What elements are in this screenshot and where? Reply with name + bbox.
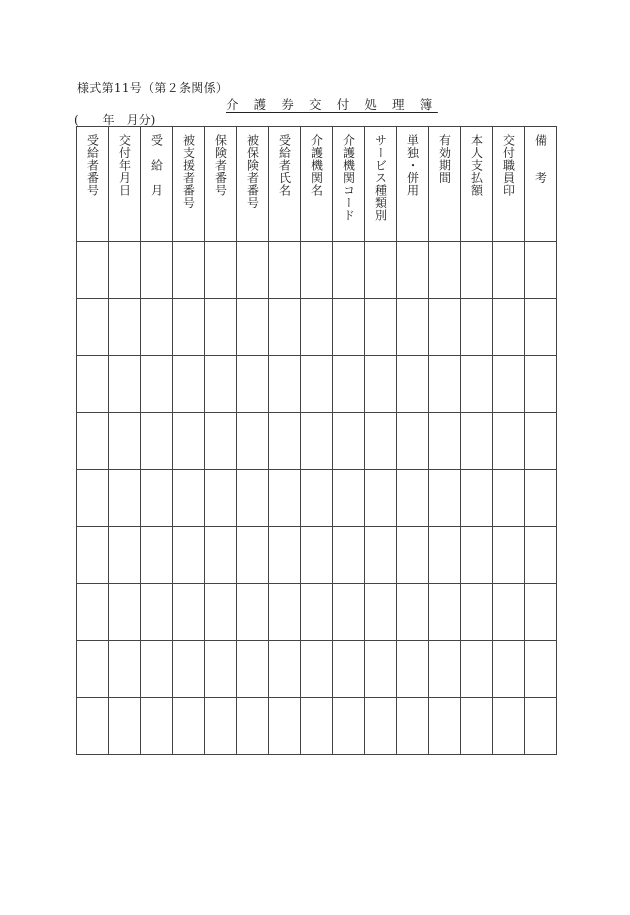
- entry-cell[interactable]: [237, 242, 269, 299]
- entry-cell[interactable]: [525, 356, 557, 413]
- column-header: [205, 127, 237, 242]
- entry-cell[interactable]: [141, 698, 173, 755]
- column-header-label: 保険者番号: [213, 134, 228, 197]
- entry-cell[interactable]: [109, 413, 141, 470]
- form-number: 様式第11号（第２条関係）: [77, 81, 229, 95]
- entry-cell[interactable]: [77, 641, 109, 698]
- column-header-label: サービス種類別: [373, 134, 388, 222]
- entry-cell[interactable]: [109, 641, 141, 698]
- column-header: [365, 127, 397, 242]
- entry-cell[interactable]: [269, 641, 301, 698]
- entry-cell[interactable]: [525, 527, 557, 584]
- entry-cell[interactable]: [109, 242, 141, 299]
- table-row: [77, 299, 557, 356]
- entry-cell[interactable]: [397, 470, 429, 527]
- entry-cell[interactable]: [301, 242, 333, 299]
- entry-cell[interactable]: [333, 527, 365, 584]
- entry-cell[interactable]: [237, 527, 269, 584]
- entry-cell[interactable]: [461, 584, 493, 641]
- column-header: [301, 127, 333, 242]
- entry-cell[interactable]: [109, 698, 141, 755]
- entry-cell[interactable]: [141, 356, 173, 413]
- entry-cell[interactable]: [237, 641, 269, 698]
- entry-cell[interactable]: [205, 527, 237, 584]
- entry-cell[interactable]: [269, 698, 301, 755]
- entry-cell[interactable]: [333, 641, 365, 698]
- entry-cell[interactable]: [365, 698, 397, 755]
- entry-cell[interactable]: [493, 584, 525, 641]
- entry-cell[interactable]: [237, 584, 269, 641]
- entry-cell[interactable]: [493, 356, 525, 413]
- column-header-label: 備 考: [533, 134, 548, 184]
- entry-cell[interactable]: [141, 641, 173, 698]
- entry-cell[interactable]: [269, 242, 301, 299]
- entry-cell[interactable]: [301, 470, 333, 527]
- entry-cell[interactable]: [269, 299, 301, 356]
- entry-cell[interactable]: [397, 413, 429, 470]
- entry-cell[interactable]: [493, 242, 525, 299]
- column-header-label: 介護機関名: [309, 134, 324, 197]
- column-header: [429, 127, 461, 242]
- entry-cell[interactable]: [525, 242, 557, 299]
- entry-cell[interactable]: [77, 413, 109, 470]
- entry-cell[interactable]: [461, 299, 493, 356]
- entry-cell[interactable]: [429, 299, 461, 356]
- entry-cell[interactable]: [365, 413, 397, 470]
- entry-cell[interactable]: [205, 641, 237, 698]
- table-row: [77, 242, 557, 299]
- entry-cell[interactable]: [173, 698, 205, 755]
- column-header: [461, 127, 493, 242]
- entry-cell[interactable]: [109, 356, 141, 413]
- entry-cell[interactable]: [141, 470, 173, 527]
- entry-cell[interactable]: [205, 413, 237, 470]
- column-header-label: 被支援者番号: [181, 134, 196, 209]
- entry-cell[interactable]: [333, 299, 365, 356]
- entry-cell[interactable]: [525, 698, 557, 755]
- column-header-label: 本人支払額: [469, 134, 484, 197]
- entry-cell[interactable]: [77, 242, 109, 299]
- entry-cell[interactable]: [461, 641, 493, 698]
- entry-cell[interactable]: [429, 413, 461, 470]
- entry-cell[interactable]: [397, 356, 429, 413]
- entry-cell[interactable]: [333, 584, 365, 641]
- entry-cell[interactable]: [461, 527, 493, 584]
- entry-cell[interactable]: [173, 641, 205, 698]
- ledger-body: [77, 242, 557, 755]
- entry-cell[interactable]: [77, 584, 109, 641]
- entry-cell[interactable]: [237, 413, 269, 470]
- entry-cell[interactable]: [333, 413, 365, 470]
- form-title: 介 護 券 交 付 処 理 簿: [226, 97, 438, 112]
- entry-cell[interactable]: [77, 299, 109, 356]
- column-header-label: 単独・併用: [405, 134, 420, 197]
- entry-cell[interactable]: [429, 698, 461, 755]
- entry-cell[interactable]: [365, 641, 397, 698]
- entry-cell[interactable]: [333, 242, 365, 299]
- entry-cell[interactable]: [365, 584, 397, 641]
- entry-cell[interactable]: [365, 242, 397, 299]
- entry-cell[interactable]: [525, 413, 557, 470]
- table-row: [77, 413, 557, 470]
- entry-cell[interactable]: [493, 413, 525, 470]
- entry-cell[interactable]: [525, 470, 557, 527]
- entry-cell[interactable]: [461, 413, 493, 470]
- entry-cell[interactable]: [429, 356, 461, 413]
- table-row: [77, 470, 557, 527]
- entry-cell[interactable]: [301, 299, 333, 356]
- entry-cell[interactable]: [173, 299, 205, 356]
- entry-cell[interactable]: [333, 698, 365, 755]
- entry-cell[interactable]: [301, 356, 333, 413]
- entry-cell[interactable]: [205, 242, 237, 299]
- entry-cell[interactable]: [397, 584, 429, 641]
- entry-cell[interactable]: [333, 470, 365, 527]
- entry-cell[interactable]: [141, 527, 173, 584]
- table-row: [77, 698, 557, 755]
- entry-cell[interactable]: [269, 527, 301, 584]
- column-header: [173, 127, 205, 242]
- entry-cell[interactable]: [301, 527, 333, 584]
- entry-cell[interactable]: [365, 470, 397, 527]
- entry-cell[interactable]: [429, 641, 461, 698]
- entry-cell[interactable]: [333, 356, 365, 413]
- entry-cell[interactable]: [173, 584, 205, 641]
- entry-cell[interactable]: [173, 242, 205, 299]
- entry-cell[interactable]: [493, 299, 525, 356]
- entry-cell[interactable]: [205, 584, 237, 641]
- entry-cell[interactable]: [141, 584, 173, 641]
- column-header-label: 受給者氏名: [277, 134, 292, 197]
- column-header: [77, 127, 109, 242]
- entry-cell[interactable]: [365, 356, 397, 413]
- entry-cell[interactable]: [205, 299, 237, 356]
- table-row: [77, 356, 557, 413]
- entry-cell[interactable]: [429, 470, 461, 527]
- entry-cell[interactable]: [461, 356, 493, 413]
- entry-cell[interactable]: [141, 413, 173, 470]
- entry-cell[interactable]: [397, 698, 429, 755]
- entry-cell[interactable]: [397, 299, 429, 356]
- column-header-label: 受給者番号: [85, 134, 100, 197]
- entry-cell[interactable]: [525, 641, 557, 698]
- entry-cell[interactable]: [493, 698, 525, 755]
- entry-cell[interactable]: [109, 527, 141, 584]
- column-header: [269, 127, 301, 242]
- entry-cell[interactable]: [141, 242, 173, 299]
- column-header-label: 受 給 月: [149, 134, 164, 197]
- column-header: [237, 127, 269, 242]
- column-header: [141, 127, 173, 242]
- entry-cell[interactable]: [397, 527, 429, 584]
- entry-cell[interactable]: [461, 242, 493, 299]
- entry-cell[interactable]: [525, 299, 557, 356]
- column-header: [397, 127, 429, 242]
- table-row: [77, 641, 557, 698]
- table-row: [77, 584, 557, 641]
- column-header-label: 交付年月日: [117, 134, 132, 197]
- entry-cell[interactable]: [173, 356, 205, 413]
- entry-cell[interactable]: [77, 356, 109, 413]
- entry-cell[interactable]: [397, 641, 429, 698]
- column-header: [525, 127, 557, 242]
- column-header: [493, 127, 525, 242]
- entry-cell[interactable]: [301, 641, 333, 698]
- column-header-label: 被保険者番号: [245, 134, 260, 209]
- entry-cell[interactable]: [493, 527, 525, 584]
- ledger-table: [76, 126, 557, 755]
- entry-cell[interactable]: [493, 641, 525, 698]
- entry-cell[interactable]: [141, 299, 173, 356]
- entry-cell[interactable]: [109, 299, 141, 356]
- entry-cell[interactable]: [173, 527, 205, 584]
- entry-cell[interactable]: [301, 698, 333, 755]
- header-row: [77, 127, 557, 242]
- entry-cell[interactable]: [301, 413, 333, 470]
- entry-cell[interactable]: [397, 242, 429, 299]
- entry-cell[interactable]: [173, 470, 205, 527]
- column-header-label: 有効期間: [437, 134, 452, 184]
- entry-cell[interactable]: [173, 413, 205, 470]
- entry-cell[interactable]: [77, 470, 109, 527]
- entry-cell[interactable]: [493, 470, 525, 527]
- entry-cell[interactable]: [109, 470, 141, 527]
- entry-cell[interactable]: [77, 698, 109, 755]
- entry-cell[interactable]: [269, 356, 301, 413]
- entry-cell[interactable]: [429, 242, 461, 299]
- entry-cell[interactable]: [237, 698, 269, 755]
- entry-cell[interactable]: [301, 584, 333, 641]
- entry-cell[interactable]: [365, 299, 397, 356]
- period-label: ( 年 月分): [74, 113, 156, 127]
- entry-cell[interactable]: [77, 527, 109, 584]
- entry-cell[interactable]: [269, 584, 301, 641]
- entry-cell[interactable]: [365, 527, 397, 584]
- entry-cell[interactable]: [269, 413, 301, 470]
- table-row: [77, 527, 557, 584]
- entry-cell[interactable]: [205, 698, 237, 755]
- entry-cell[interactable]: [237, 356, 269, 413]
- entry-cell[interactable]: [525, 584, 557, 641]
- entry-cell[interactable]: [429, 584, 461, 641]
- entry-cell[interactable]: [205, 356, 237, 413]
- entry-cell[interactable]: [461, 698, 493, 755]
- column-header: [333, 127, 365, 242]
- entry-cell[interactable]: [429, 527, 461, 584]
- entry-cell[interactable]: [237, 299, 269, 356]
- column-header-label: 介護機関コード: [341, 134, 356, 222]
- column-header-label: 交付職員印: [501, 134, 516, 197]
- entry-cell[interactable]: [237, 470, 269, 527]
- entry-cell[interactable]: [109, 584, 141, 641]
- entry-cell[interactable]: [269, 470, 301, 527]
- column-header: [109, 127, 141, 242]
- entry-cell[interactable]: [205, 470, 237, 527]
- entry-cell[interactable]: [461, 470, 493, 527]
